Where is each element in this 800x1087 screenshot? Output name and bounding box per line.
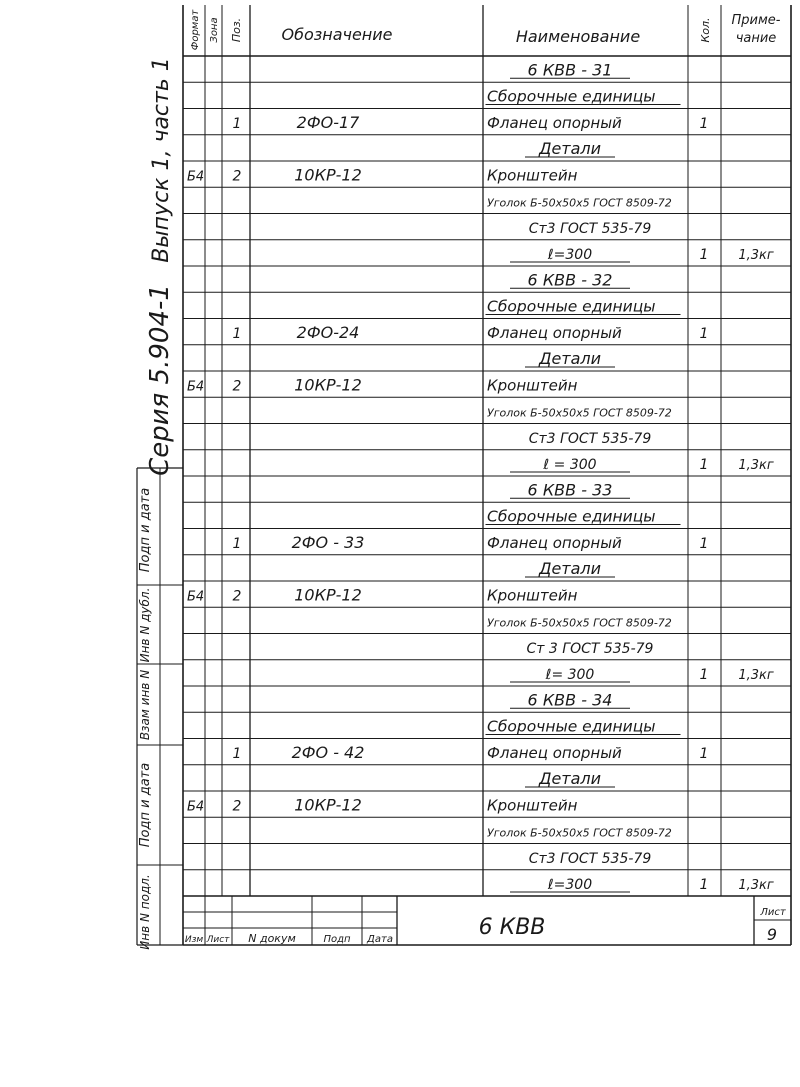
table-row	[183, 165, 791, 187]
table-row	[183, 877, 791, 896]
table-row	[183, 559, 791, 581]
position-cell: 1	[232, 325, 242, 342]
name-cell: 6 КВВ - 31	[527, 60, 613, 80]
table-row	[183, 247, 791, 266]
issue-label: Выпуск 1, часть 1	[149, 57, 174, 263]
table-row	[183, 323, 791, 345]
table-row	[183, 690, 791, 712]
table-row	[183, 718, 791, 739]
note-cell: 1,3кг	[738, 458, 774, 473]
header-note-line1: Приме-	[731, 13, 781, 28]
title-block-label-ndokum: N докум	[248, 932, 296, 945]
table-body	[183, 60, 791, 896]
name-cell: Ст 3 ГОСТ 535-79	[526, 640, 654, 657]
name-cell: 6 КВВ - 32	[527, 270, 613, 290]
name-cell: Фланец опорный	[487, 743, 622, 762]
name-cell: Сборочные единицы	[487, 297, 656, 316]
qty-cell: 1	[699, 877, 709, 893]
stamp-field-vzam-inv: Взам инв N	[138, 669, 152, 741]
name-cell: Кронштейн	[487, 796, 578, 815]
stamp-field-podp-data-1: Подп и дата	[138, 762, 153, 848]
designation-cell: 10КР-12	[294, 375, 362, 395]
table-row	[183, 60, 791, 82]
name-cell: Уголок Б-50х50х5 ГОСТ 8509-72	[487, 406, 672, 420]
title-block-label-data: Дата	[367, 934, 393, 945]
table-row	[183, 667, 791, 686]
name-cell: Сборочные единицы	[487, 717, 656, 736]
title-block-label-podp: Подп	[323, 934, 351, 945]
note-cell: 1,3кг	[738, 668, 774, 683]
qty-cell: 1	[699, 745, 709, 762]
table-row	[183, 139, 791, 161]
table-row	[183, 508, 791, 529]
name-cell: ℓ= 300	[545, 667, 595, 683]
name-cell: Фланец опорный	[487, 113, 622, 132]
name-cell: Кронштейн	[487, 166, 578, 185]
table-row	[183, 617, 791, 634]
position-cell: 2	[232, 168, 242, 185]
name-cell: Ст3 ГОСТ 535-79	[528, 220, 652, 237]
position-cell: 2	[232, 798, 242, 815]
note-cell: 1,3кг	[738, 248, 774, 263]
sheet-number: 9	[766, 925, 778, 944]
side-stamp	[138, 57, 175, 950]
table-row	[183, 197, 791, 214]
designation-cell: 10КР-12	[294, 585, 362, 605]
qty-cell: 1	[699, 535, 709, 552]
name-cell: ℓ=300	[547, 877, 593, 893]
format-cell: Б4	[187, 379, 205, 395]
name-cell: Уголок Б-50х50х5 ГОСТ 8509-72	[487, 616, 672, 630]
designation-cell: 2ФО - 42	[291, 742, 365, 762]
title-block-label-izm: Изм	[184, 935, 204, 945]
header-qty: Кол.	[699, 17, 712, 43]
header-designation: Обозначение	[281, 25, 393, 44]
name-cell: Ст3 ГОСТ 535-79	[528, 850, 652, 867]
name-cell: Кронштейн	[487, 586, 578, 605]
table-row	[183, 298, 791, 319]
position-cell: 2	[232, 378, 242, 395]
position-cell: 1	[232, 535, 242, 552]
position-cell: 1	[232, 115, 242, 132]
title-block	[185, 907, 787, 945]
sheet-label: Лист	[760, 907, 786, 918]
name-cell: ℓ=300	[547, 247, 593, 263]
table-row	[183, 221, 791, 240]
name-cell: Фланец опорный	[487, 323, 622, 342]
qty-cell: 1	[699, 667, 709, 683]
name-cell: 6 КВВ - 33	[527, 480, 613, 500]
series-label: Серия 5.904-1	[145, 284, 175, 476]
format-cell: Б4	[187, 589, 205, 605]
name-cell: ℓ = 300	[543, 457, 597, 473]
designation-cell: 10КР-12	[294, 795, 362, 815]
name-cell: Сборочные единицы	[487, 87, 656, 106]
note-cell: 1,3кг	[738, 878, 774, 893]
table-row	[183, 641, 791, 660]
designation-cell: 2ФО - 33	[291, 532, 365, 552]
table-row	[183, 851, 791, 870]
name-cell: 6 КВВ - 34	[527, 690, 613, 710]
table-header	[190, 9, 781, 51]
qty-cell: 1	[699, 247, 709, 263]
name-cell: Ст3 ГОСТ 535-79	[528, 430, 652, 447]
table-row	[183, 113, 791, 135]
table-row	[183, 270, 791, 292]
name-cell: Детали	[538, 139, 602, 158]
qty-cell: 1	[699, 115, 709, 132]
name-cell: Сборочные единицы	[487, 507, 656, 526]
qty-cell: 1	[699, 325, 709, 342]
table-row	[183, 407, 791, 424]
name-cell: Детали	[538, 769, 602, 788]
stamp-field-inv-podl: Инв N подл.	[138, 874, 152, 950]
designation-cell: 10КР-12	[294, 165, 362, 185]
document-code: 6 КВВ	[478, 915, 546, 940]
stamp-field-podp-data-2: Подп и дата	[138, 487, 153, 573]
table-row	[183, 375, 791, 397]
header-name: Наименование	[515, 27, 641, 46]
position-cell: 2	[232, 588, 242, 605]
name-cell: Фланец опорный	[487, 533, 622, 552]
table-row	[183, 480, 791, 502]
table-row	[183, 88, 791, 109]
stamp-field-inv-dubl: Инв N дубл.	[138, 587, 152, 663]
format-cell: Б4	[187, 799, 205, 815]
position-cell: 1	[232, 745, 242, 762]
name-cell: Детали	[538, 349, 602, 368]
format-cell: Б4	[187, 169, 205, 185]
qty-cell: 1	[699, 457, 709, 473]
table-row	[183, 769, 791, 791]
table-row	[183, 743, 791, 765]
name-cell: Уголок Б-50х50х5 ГОСТ 8509-72	[487, 826, 672, 840]
table-row	[183, 431, 791, 450]
header-pos: Поз.	[230, 17, 243, 43]
designation-cell: 2ФО-17	[296, 112, 360, 132]
table-row	[183, 795, 791, 817]
table-row	[183, 349, 791, 371]
designation-cell: 2ФО-24	[296, 322, 360, 342]
name-cell: Уголок Б-50х50х5 ГОСТ 8509-72	[487, 196, 672, 210]
name-cell: Кронштейн	[487, 376, 578, 395]
header-format: Формат	[190, 9, 201, 51]
table-row	[183, 827, 791, 844]
header-zone: Зона	[209, 17, 220, 43]
title-block-label-list: Лист	[206, 935, 230, 945]
table-row	[183, 457, 791, 476]
header-note-line2: чание	[735, 31, 777, 46]
table-row	[183, 585, 791, 607]
table-row	[183, 533, 791, 555]
name-cell: Детали	[538, 559, 602, 578]
